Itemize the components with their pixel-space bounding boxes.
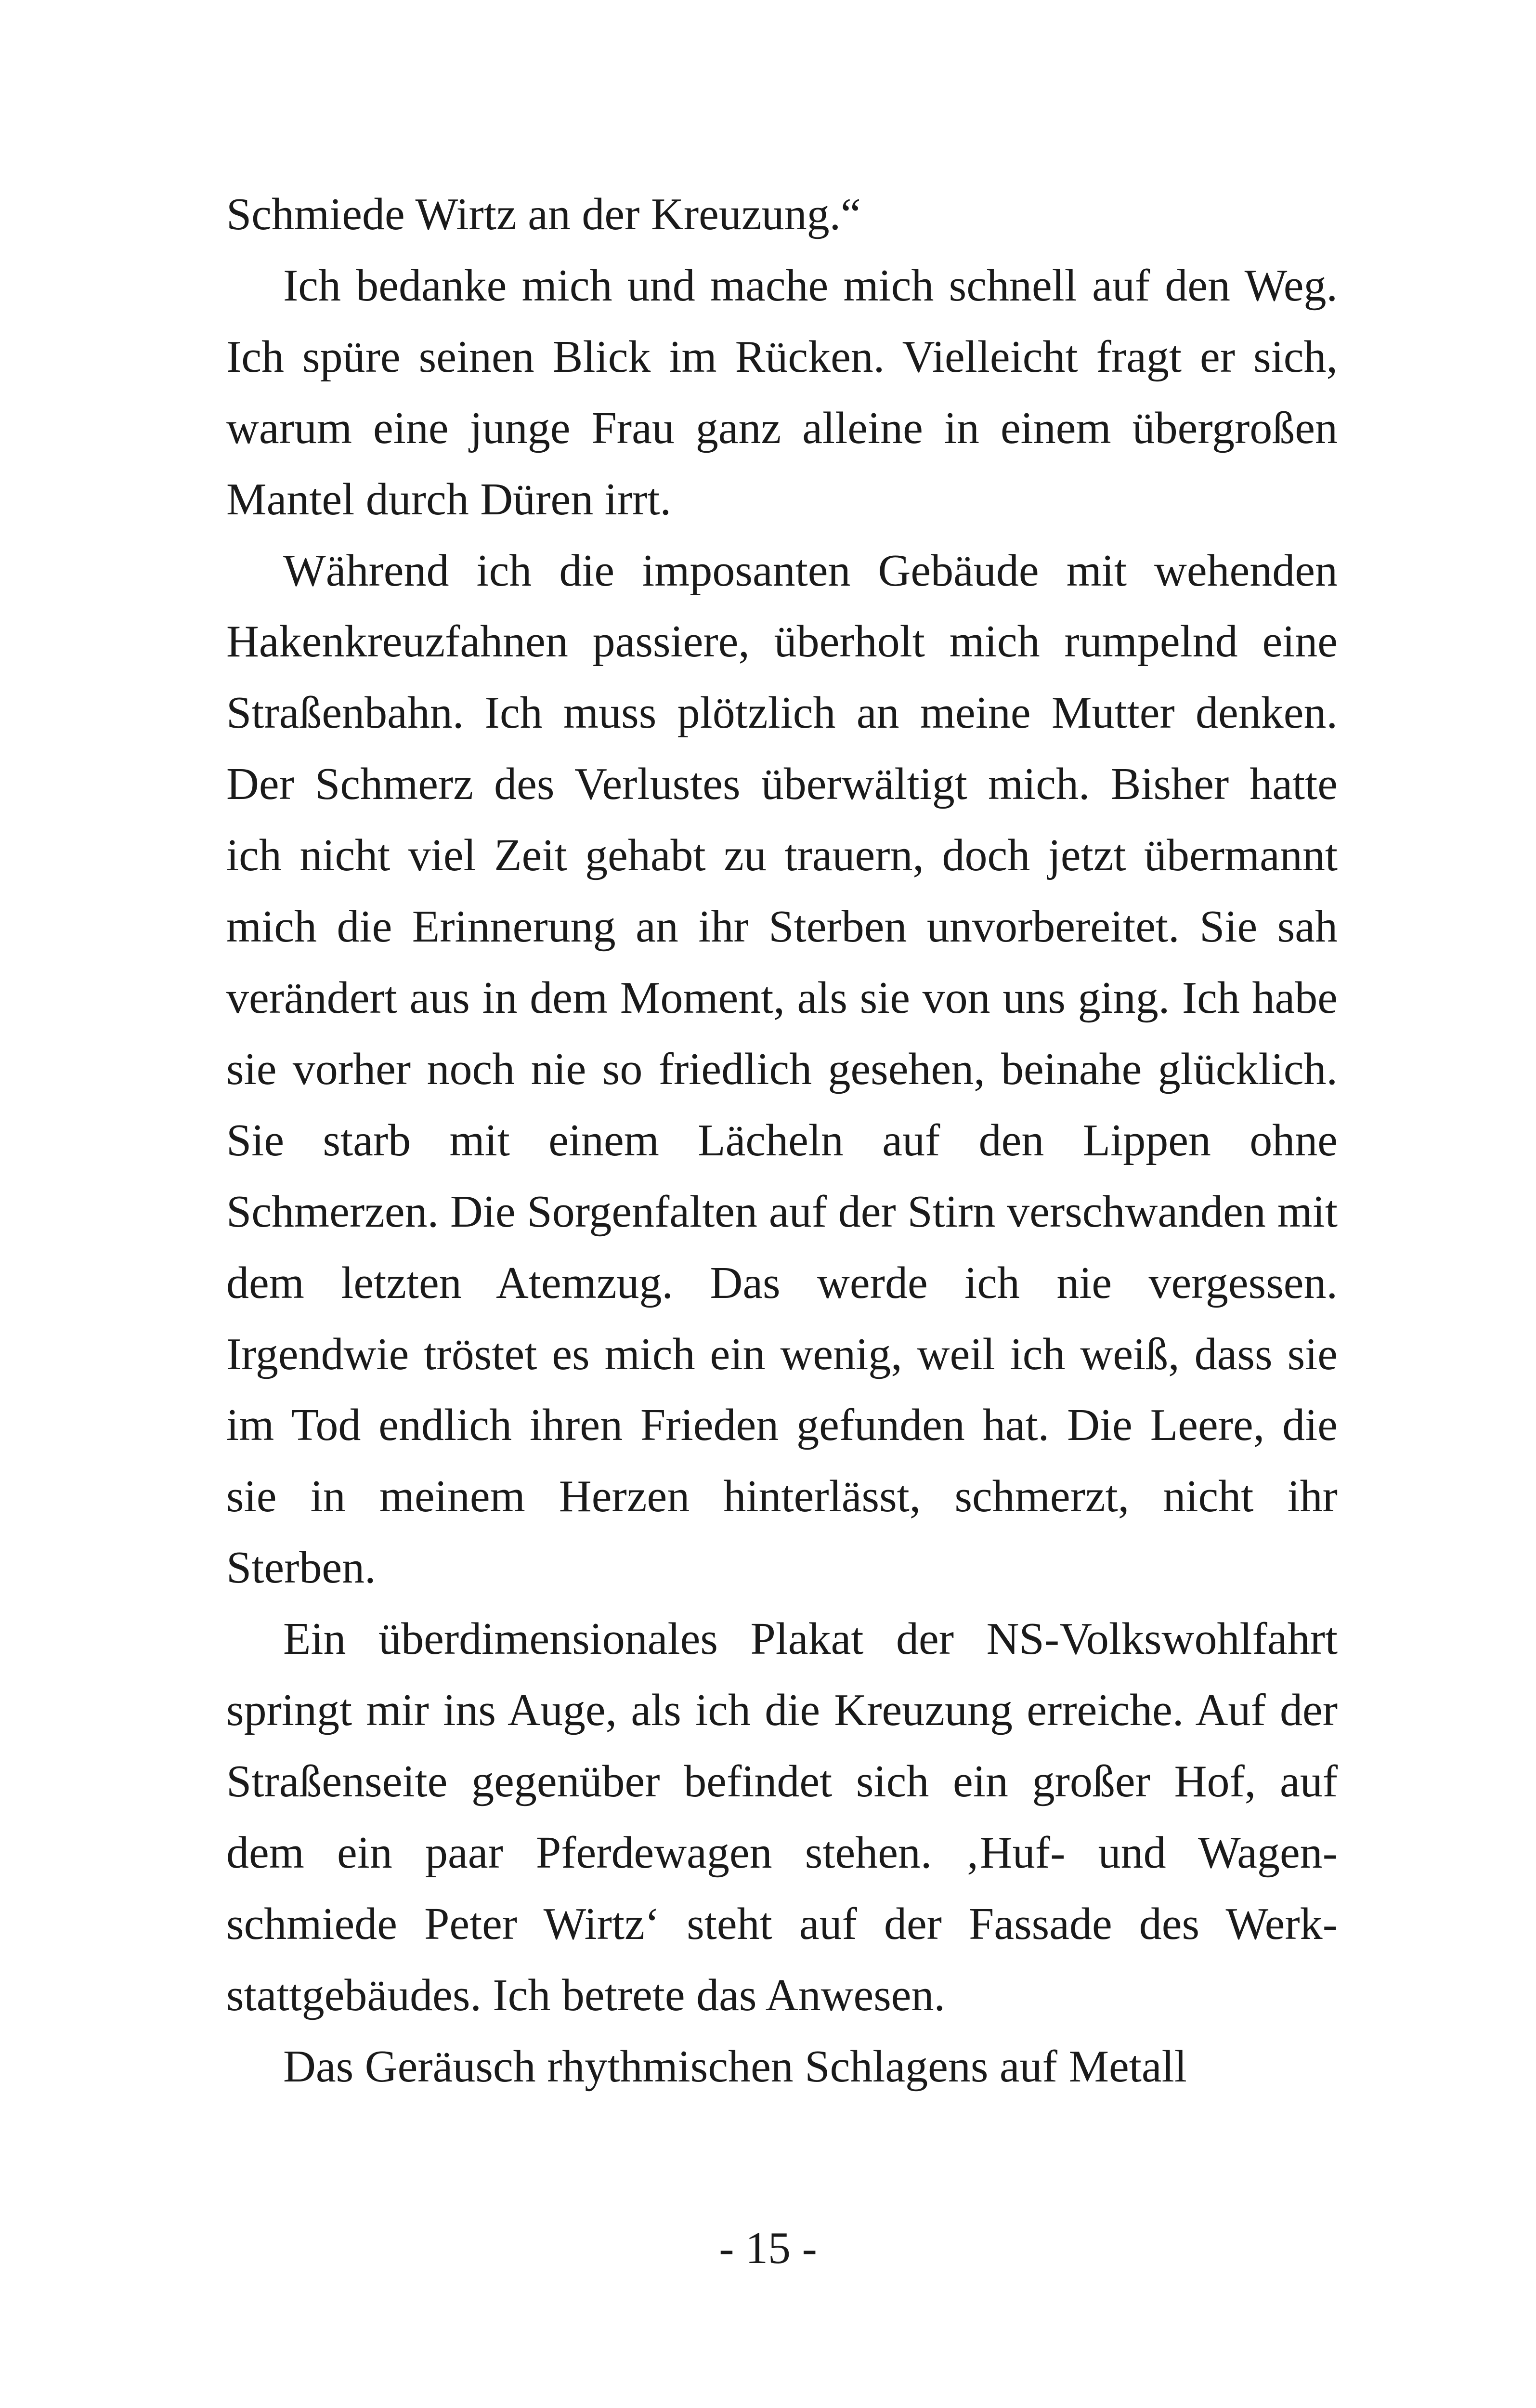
paragraph-5: Das Geräusch rhythmischen Schlagens auf Metall [283,2041,1187,2092]
paragraph-3: Während ich die imposanten Gebäude mit wehenden Hakenkreuzfahnen passiere, überholt mich rumpelnd eine Straßenbahn. Ich muss plötzlich an meine Mutter denken. Der Schmerz des Verlustes überwältigt mich. Bisher hatte ich nicht viel Zeit gehabt zu trauern, doch jetzt übermannt mich die Erinnerung an ihr Sterben unvorbereitet. Sie sah verändert aus in dem Moment, als sie von uns ging. Ich habe sie vorher noch nie so friedlich gesehen, beinahe glücklich. Sie starb mit einem Lächeln auf den Lippen ohne Schmerzen. Die Sorgenfalten auf der Stirn verschwanden mit dem letzten Atemzug. Das werde ich nie vergessen. Irgendwie tröstet es mich ein wenig, weil ich weiß, dass sie im Tod endlich ihren Frieden gefunden hat. Die Leere, die sie in meinem Herzen hinterlässt, schmerzt, nicht ihr Sterben. [226,545,1338,1593]
paragraph-1: Schmiede Wirtz an der Kreuzung.“ [226,189,861,239]
paragraph-2: Ich bedanke mich und mache mich schnell auf den Weg. Ich spüre seinen Blick im Rücken. Vielleicht fragt er sich, warum eine junge Frau ganz alleine in einem übergroßen Mantel durch Düren irrt. [226,260,1338,524]
page-number: - 15 - [719,2223,817,2273]
paragraph-4: Ein überdimensionales Plakat der NS-Volkswohlfahrt springt mir ins Auge, als ich die Kreuzung erreiche. Auf der Straßenseite gegenüber befindet sich ein großer Hof, auf dem ein paar Pferdewagen stehen. ‚Huf- und Wagenschmiede Peter Wirtz‘ steht auf der Fassade des Werkstattgebäudes. Ich betrete das Anwesen. [226,1614,1338,2020]
body-text [226,179,1338,2102]
